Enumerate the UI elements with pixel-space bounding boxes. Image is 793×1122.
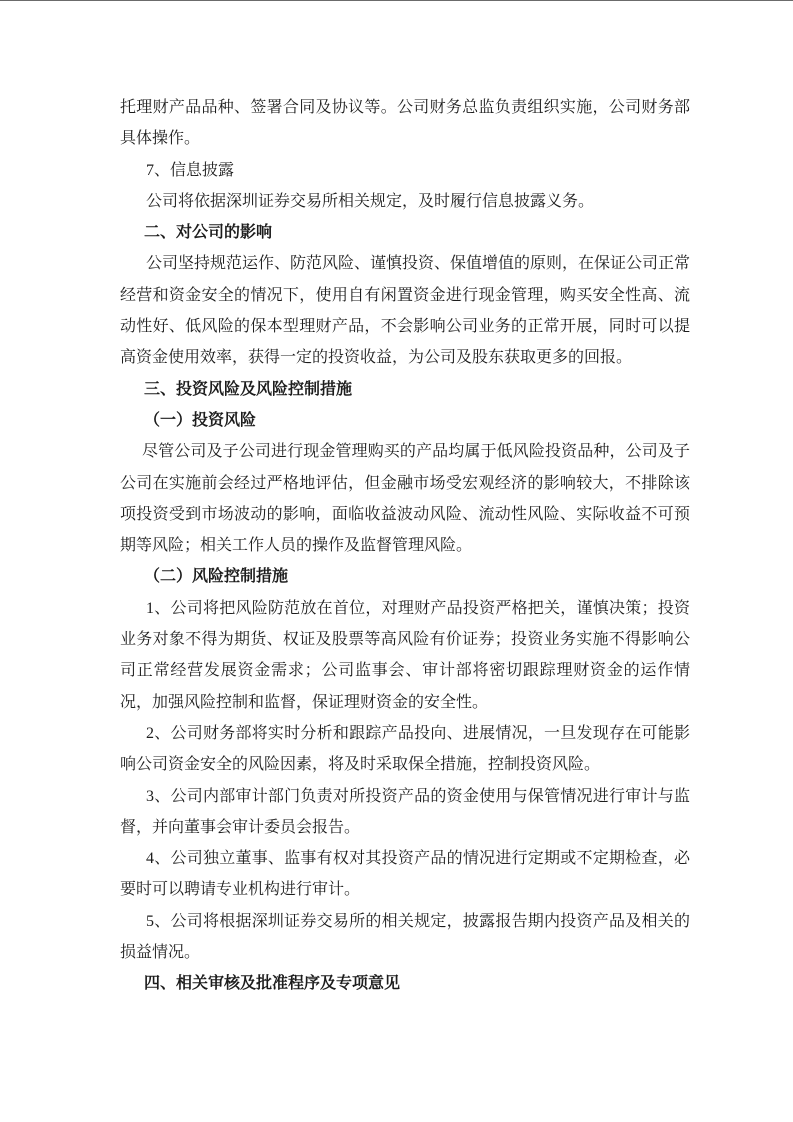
paragraph-company-impact: 公司坚持规范运作、防范风险、谨慎投资、保值增值的原则，在保证公司正常经营和资金安全的情况下，使用自有闲置资金进行现金管理，购买安全性高、流动性好、低风险的保本型理财产品，不会影响公司业务的正常开展，同时可以提高资金使用效率，获得一定的投资收益，为公司及股东获取更多的回报。 bbox=[120, 255, 691, 367]
paragraph-item-7-title: 7、信息披露 bbox=[146, 161, 235, 179]
section-heading-3: 三、投资风险及风险控制措施 bbox=[144, 380, 353, 398]
paragraph-investment-risk: 尽管公司及子公司进行现金管理购买的产品均属于低风险投资品种，公司及子公司在实施前会经过严格地评估，但金融市场受宏观经济的影响较大，不排除该项投资受到市场波动的影响，面临收益波动风险、流动性风险、实际收益不可预期等风险；相关工作人员的操作及监督管理风险。 bbox=[120, 443, 690, 555]
paragraph-control-measure-3: 3、公司内部审计部门负责对所投资产品的资金使用与保管情况进行审计与监督，并向董事会审计委员会报告。 bbox=[120, 787, 690, 836]
subsection-heading-3-2: （二）风险控制措施 bbox=[144, 568, 289, 586]
section-heading-2: 二、对公司的影响 bbox=[144, 224, 273, 242]
paragraph-control-measure-2: 2、公司财务部将实时分析和跟踪产品投向、进展情况，一旦发现存在可能影响公司资金安全的风险因素，将及时采取保全措施，控制投资风险。 bbox=[120, 724, 690, 774]
paragraph-control-measure-4: 4、公司独立董事、监事有权对其投资产品的情况进行定期或不定期检查，必要时可以聘请专业机构进行审计。 bbox=[120, 850, 690, 899]
section-heading-4: 四、相关审核及批准程序及专项意见 bbox=[144, 975, 401, 993]
subsection-heading-3-1: （一）投资风险 bbox=[144, 411, 257, 429]
paragraph-disclosure: 公司将依据深圳证券交易所相关规定，及时履行信息披露义务。 bbox=[146, 192, 595, 210]
paragraph-control-measure-5: 5、公司将根据深圳证券交易所的相关规定，披露报告期内投资产品及相关的损益情况。 bbox=[120, 912, 690, 962]
paragraph-control-measure-1: 1、公司将把风险防范放在首位，对理财产品投资严格把关，谨慎决策；投资业务对象不得为期货、权证及股票等高风险有价证券；投资业务实施不得影响公司正常经营发展资金需求；公司监事会、审计部将密切跟踪理财资金的运作情况，加强风险控制和监督，保证理财资金的安全性。 bbox=[120, 599, 690, 711]
paragraph-continuation: 托理财产品品种、签署合同及协议等。公司财务总监负责组织实施，公司财务部具体操作。 bbox=[120, 99, 690, 148]
